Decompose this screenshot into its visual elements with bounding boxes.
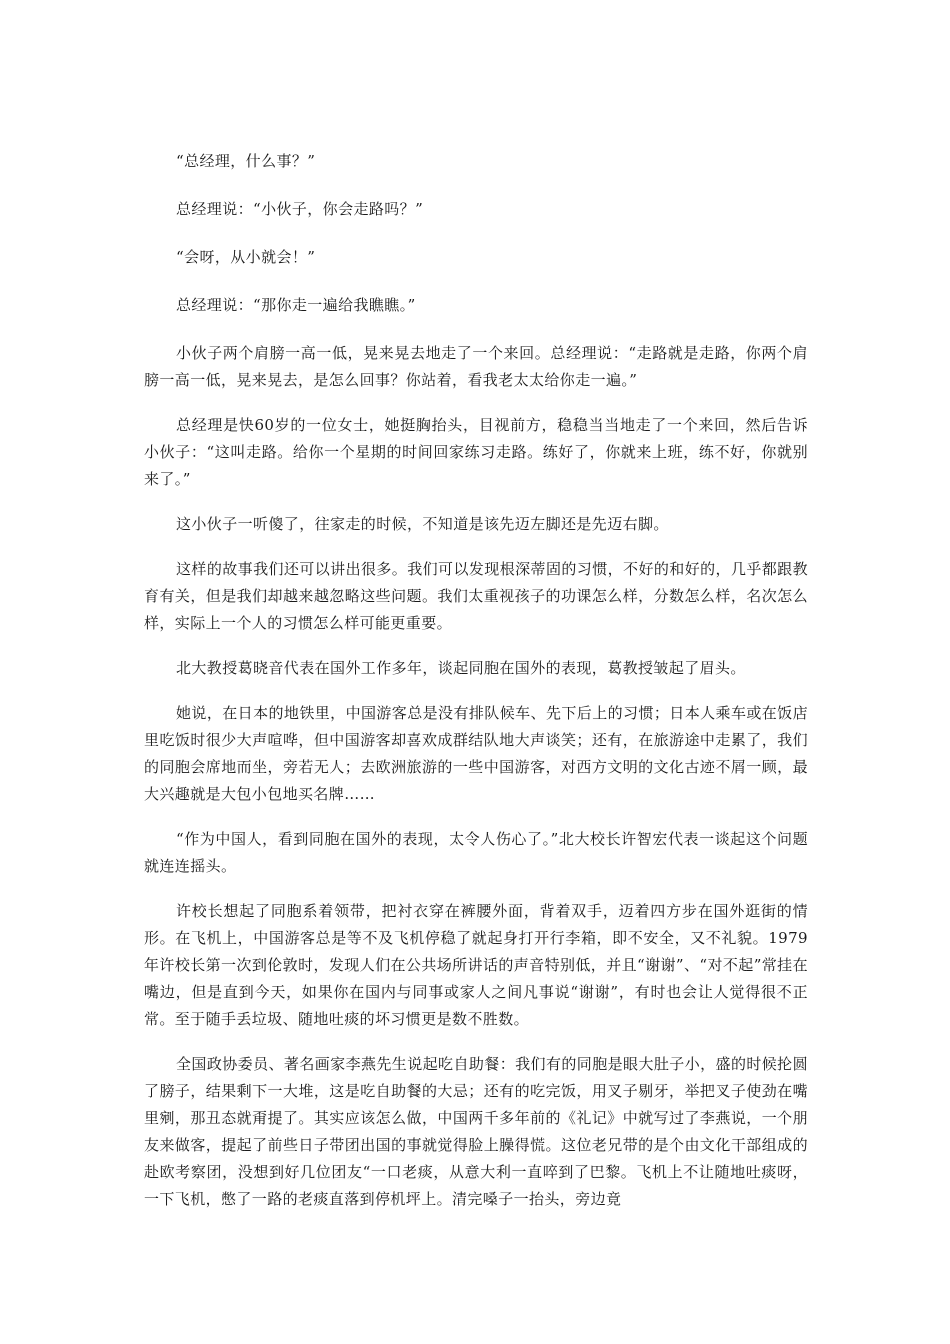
paragraph-4: 总经理说：“那你走一遍给我瞧瞧。” — [176, 296, 416, 314]
paragraph-13: 全国政协委员、著名画家李燕先生说起吃自助餐：我们有的同胞是眼大肚子小，盛的时候抡圆了膀子，结果剩下一大堆，这是吃自助餐的大忌；还有的吃完饭，用叉子剔牙，举把叉子使劲在嘴里剜，那丑态就甭提了。其实应该怎么做，中国两千多年前的《礼记》中就写过了李燕说，一个朋友来做客，提起了前些日子带团出国的事就觉得脸上臊得慌。这位老兄带的是个由文化干部组成的赴欧考察团，没想到好几位团友“一口老痰，从意大利一直啐到了巴黎。飞机上不让随地吐痰呀，一下飞机，憋了一路的老痰直落到停机坪上。清完嗓子一抬头，旁边竟 — [144, 1055, 808, 1208]
paragraph-9: 北大教授葛晓音代表在国外工作多年，谈起同胞在国外的表现，葛教授皱起了眉头。 — [176, 659, 746, 677]
paragraph-8: 这样的故事我们还可以讲出很多。我们可以发现根深蒂固的习惯，不好的和好的，几乎都跟教育有关，但是我们却越来越忽略这些问题。我们太重视孩子的功课怎么样，分数怎么样，名次怎么样，实际上一个人的习惯怎么样可能更重要。 — [144, 560, 808, 632]
paragraph-2: 总经理说：“小伙子，你会走路吗？” — [176, 200, 424, 218]
paragraph-12: 许校长想起了同胞系着领带，把衬衣穿在裤腰外面，背着双手，迈着四方步在国外逛街的情形。在飞机上，中国游客总是等不及飞机停稳了就起身打开行李箱，即不安全，又不礼貌。1979年许校长第一次到伦敦时，发现人们在公共场所讲话的声音特别低，并且“谢谢”、“对不起”常挂在嘴边，但是直到今天，如果你在国内与同事或家人之间凡事说“谢谢”，有时也会让人觉得很不正常。至于随手丢垃圾、随地吐痰的坏习惯更是数不胜数。 — [144, 902, 808, 1028]
paragraph-6: 总经理是快60岁的一位女士，她挺胸抬头，目视前方，稳稳当当地走了一个来回，然后告诉小伙子：“这叫走路。给你一个星期的时间回家练习走路。练好了，你就来上班，练不好，你就别来了。” — [144, 416, 808, 488]
paragraph-3: “会呀，从小就会！” — [176, 248, 316, 266]
paragraph-1: “总经理，什么事？” — [176, 152, 316, 170]
paragraph-11: “作为中国人，看到同胞在国外的表现，太令人伤心了。”北大校长许智宏代表一谈起这个问题就连连摇头。 — [144, 830, 808, 875]
document-body — [144, 148, 808, 1231]
paragraph-10: 她说，在日本的地铁里，中国游客总是没有排队候车、先下后上的习惯；日本人乘车或在饭店里吃饭时很少大声喧哗，但中国游客却喜欢成群结队地大声谈笑；还有，在旅游途中走累了，我们的同胞会席地而坐，旁若无人；去欧洲旅游的一些中国游客，对西方文明的文化古迹不屑一顾，最大兴趣就是大包小包地买名牌…… — [144, 704, 808, 803]
paragraph-5: 小伙子两个肩膀一高一低，晃来晃去地走了一个来回。总经理说：“走路就是走路，你两个肩膀一高一低，晃来晃去，是怎么回事？你站着，看我老太太给你走一遍。” — [144, 344, 808, 389]
paragraph-7: 这小伙子一听傻了，往家走的时候，不知道是该先迈左脚还是先迈右脚。 — [176, 515, 669, 533]
